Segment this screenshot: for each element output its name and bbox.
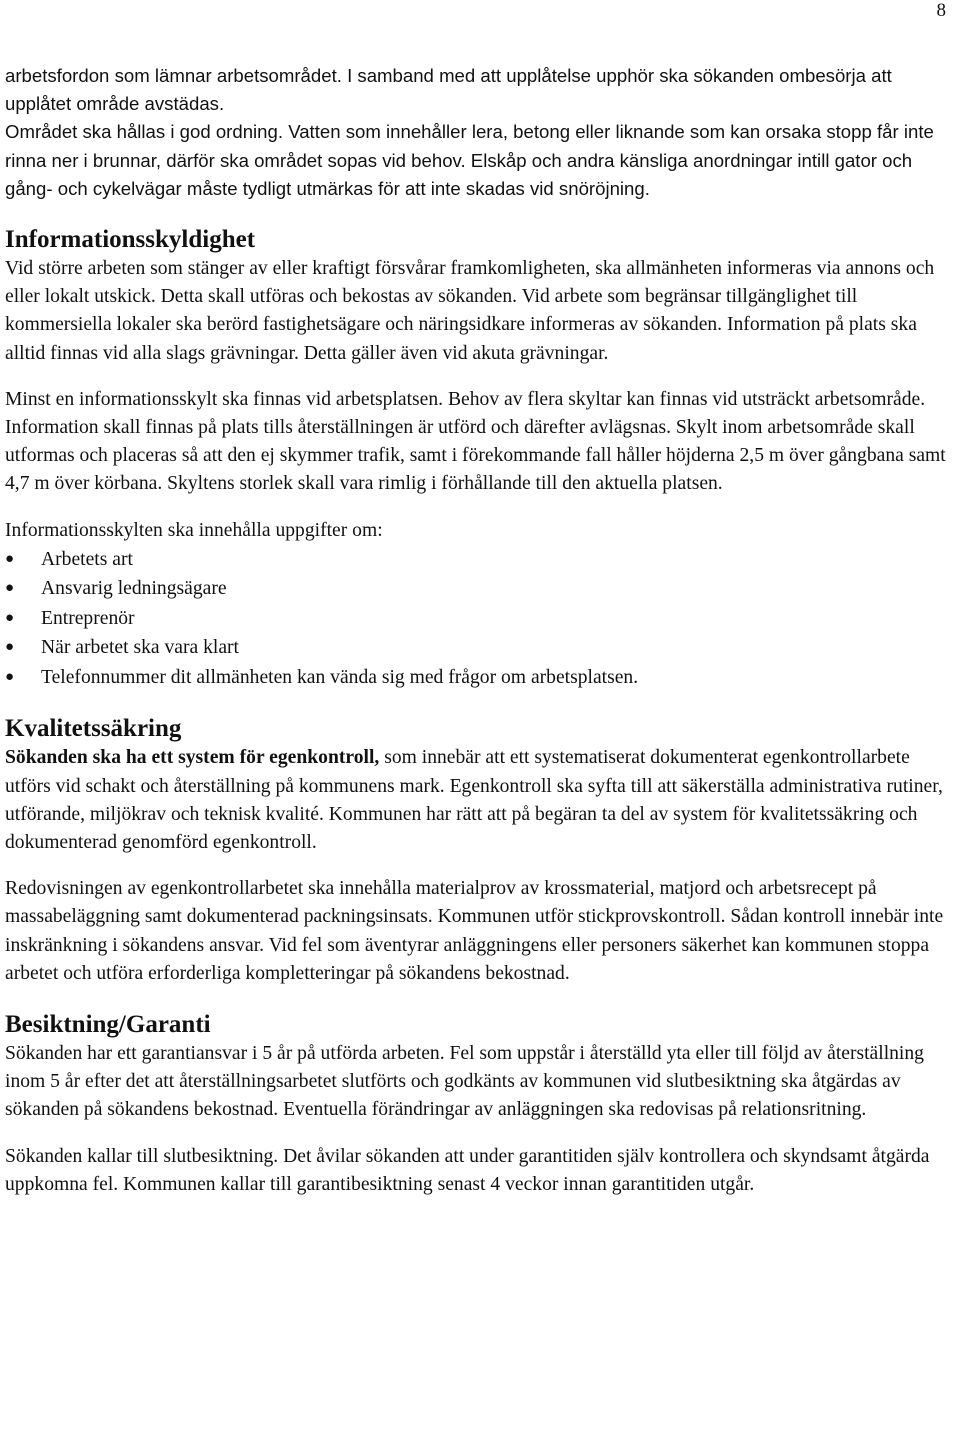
list-item: ● När arbetet ska vara klart	[5, 633, 960, 663]
intro-paragraph-2: Området ska hållas i god ordning. Vatten som innehåller lera, betong eller liknande som kan orsaka stopp får inte rinna ner i brunnar, därför ska området sopas vid behov. Elskåp och andra känsliga anordningar intill gator och gång- och cykelvägar måste tydligt utmärkas för att inte skadas vid snöröjning.	[5, 121, 934, 199]
intro-paragraph-1: arbetsfordon som lämnar arbetsområdet. I samband med att upplåtelse upphör ska sökanden ombesörja att upplåtet område avstädas.	[5, 65, 892, 115]
document-body	[5, 62, 960, 1199]
inspection-paragraph-2: Sökanden kallar till slutbesiktning. Det åvilar sökanden att under garantitiden själv kontrollera och skyndsamt åtgärda uppkomna fel. Kommunen kallar till garantibesiktning senast 4 veckor innan garantitiden utgår.	[5, 1145, 930, 1195]
list-item: ● Ansvarig ledningsägare	[5, 574, 960, 604]
bullet-icon: ●	[5, 639, 15, 656]
quality-paragraph-1-text: som innebär att ett systematiserat dokumenterat egenkontrollarbete utförs vid schakt och återställning på kommunens mark. Egenkontroll ska syfta till att säkerställa administrativa rutiner, utförande, miljökrav och teknisk kvalité. Kommunen har rätt att på begäran ta del av system för kvalitetssäkring och dokumenterad genomförd egenkontroll.	[5, 747, 943, 853]
quality-paragraph-2: Redovisningen av egenkontrollarbetet ska innehålla materialprov av krossmaterial, matjord och arbetsrecept på massabeläggning samt dokumenterad packningsinsats. Kommunen utför stickprovskontroll. Sådan kontroll innebär inte inskränkning i sökandens ansvar. Vid fel som äventyrar anläggningens eller personers säkerhet kan kommunen stoppa arbetet och utföra erforderliga kompletteringar på sökandens bekostnad.	[5, 878, 944, 984]
quality-paragraph-1	[5, 744, 960, 857]
heading-besiktning: Besiktning/Garanti	[5, 1010, 211, 1038]
list-item: ● Arbetets art	[5, 545, 960, 575]
info-paragraph-1: Vid större arbeten som stänger av eller kraftigt försvårar framkomligheten, ska allmänheten informeras via annons och eller lokalt utskick. Detta skall utföras och bekostas av sökanden. Vid arbete som begränsar tillgänglighet till kommersiella lokaler ska berörd fastighetsägare och näringsidkare informeras av sökanden. Information på plats ska alltid finnas vid alla slags grävningar. Detta gäller även vid akuta grävningar.	[5, 258, 935, 364]
heading-informationsskyldighet: Informationsskyldighet	[5, 226, 256, 254]
bullet-icon: ●	[5, 580, 15, 597]
bullet-icon: ●	[5, 668, 15, 685]
info-paragraph-2: Minst en informationsskylt ska finnas vid arbetsplatsen. Behov av flera skyltar kan finnas vid utsträckt arbetsområde. Information skall finnas på plats tills återställningen är utförd och därefter avlägsnas. Skylt inom arbetsområde skall utformas och placeras så att den ej skymmer trafik, samt i förekommande fall håller höjderna 2,5 m över gångbana samt 4,7 m över körbana. Skyltens storlek skall vara rimlig i förhållande till den aktuella platsen.	[5, 388, 946, 495]
page-number: 8	[936, 0, 946, 21]
list-item: ● Telefonnummer dit allmänheten kan vända sig med frågor om arbetsplatsen.	[5, 663, 960, 693]
quality-bold-lead: Sökanden ska ha ett system för egenkontroll,	[5, 747, 380, 769]
inspection-paragraph-1: Sökanden har ett garantiansvar i 5 år på utförda arbeten. Fel som uppstår i återställd yta eller till följd av återställning inom 5 år efter det att återställningsarbetet slutförts och godkänts av kommunen vid slutbesiktning ska åtgärdas av sökanden på sökandens bekostnad. Eventuella förändringar av anläggningen ska redovisas på relationsritning.	[5, 1042, 924, 1121]
heading-kvalitetssakring: Kvalitetssäkring	[5, 715, 182, 743]
list-item: ● Entreprenör	[5, 604, 960, 634]
bullet-icon: ●	[5, 609, 15, 626]
info-list	[5, 545, 960, 693]
info-list-intro: Informationsskylten ska innehålla uppgifter om:	[5, 519, 383, 541]
bullet-icon: ●	[5, 550, 15, 567]
